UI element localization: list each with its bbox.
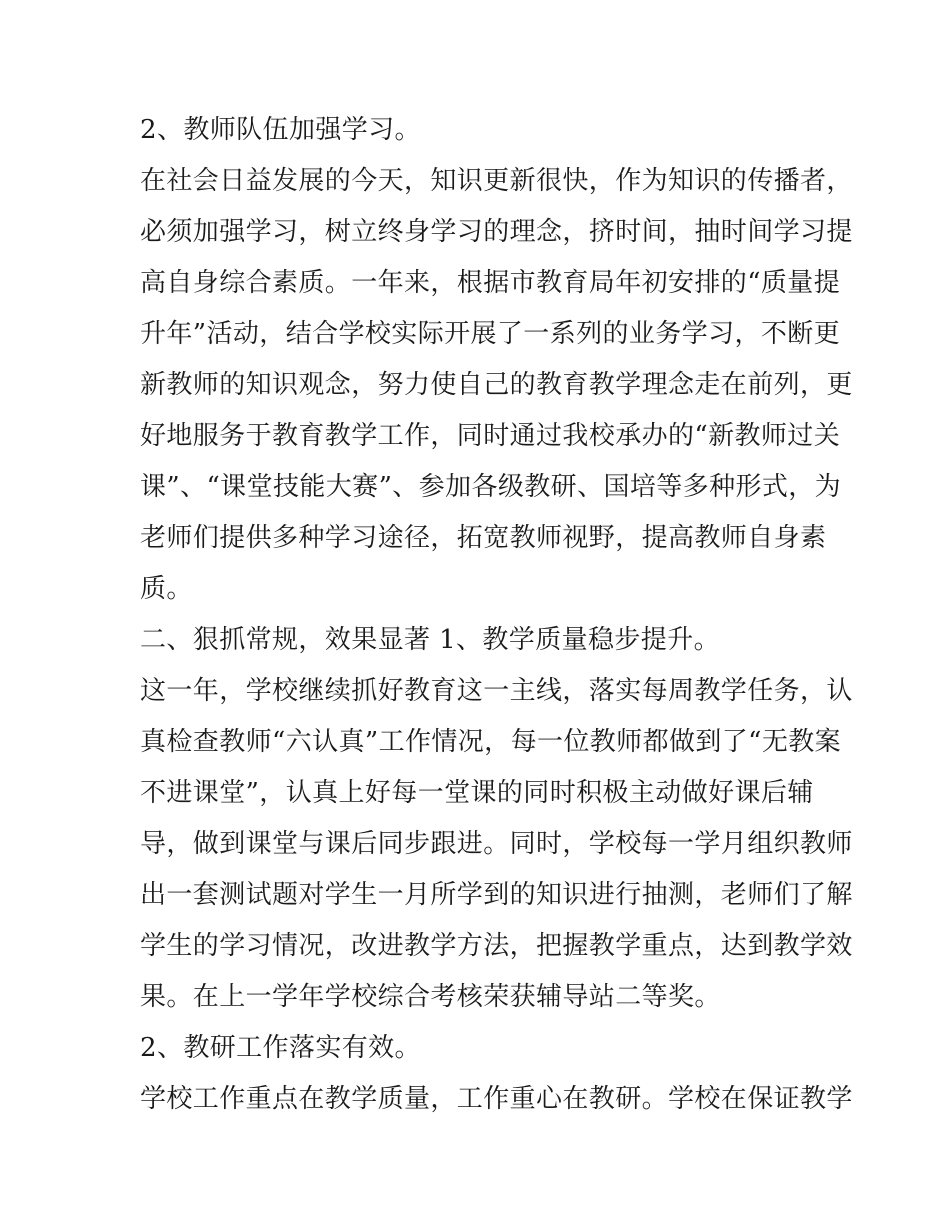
paragraph-line: 出一套测试题对学生一月所学到的知识进行抽测，老师们了解 [140,880,853,910]
paragraph-line: 学校工作重点在教学质量，工作重心在教研。学校在保证教学 [140,1084,853,1114]
paragraph-line: 好地服务于教育教学工作，同时通过我校承办的“新教师过关 [140,421,841,451]
paragraph-line: 果。在上一学年学校综合考核荣获辅导站二等奖。 [140,982,721,1012]
document-page [140,105,853,1125]
paragraph-line: 老师们提供多种学习途径，拓宽教师视野，提高教师自身素 [140,523,827,553]
paragraph-line: 真检查教师“六认真”工作情况，每一位教师都做到了“无教案 [140,727,842,757]
paragraph-line: 这一年，学校继续抓好教育这一主线，落实每周教学任务，认 [140,676,853,706]
paragraph-line: 升年”活动，结合学校实际开展了一系列的业务学习，不断更 [140,319,841,349]
paragraph-line: 导，做到课堂与课后同步跟进。同时，学校每一学月组织教师 [140,829,853,859]
section-heading: 2、教师队伍加强学习。 [140,115,421,145]
paragraph-line: 不进课堂”，认真上好每一堂课的同时积极主动做好课后辅 [140,778,814,808]
paragraph-line: 高自身综合素质。一年来，根据市教育局年初安排的“质量提 [140,268,841,298]
section-heading: 二、狠抓常规，效果显著 1、教学质量稳步提升。 [140,625,721,655]
paragraph-line: 课”、“课堂技能大赛”、参加各级教研、国培等多种形式，为 [140,472,842,502]
paragraph-line: 学生的学习情况，改进教学方法，把握教学重点，达到教学效 [140,931,853,961]
paragraph-line: 质。 [140,574,193,604]
paragraph-line: 必须加强学习，树立终身学习的理念，挤时间，抽时间学习提 [140,217,853,247]
paragraph-line: 新教师的知识观念，努力使自己的教育教学理念走在前列，更 [140,370,853,400]
section-heading: 2、教研工作落实有效。 [140,1033,421,1063]
paragraph-line: 在社会日益发展的今天，知识更新很快，作为知识的传播者， [140,166,853,196]
